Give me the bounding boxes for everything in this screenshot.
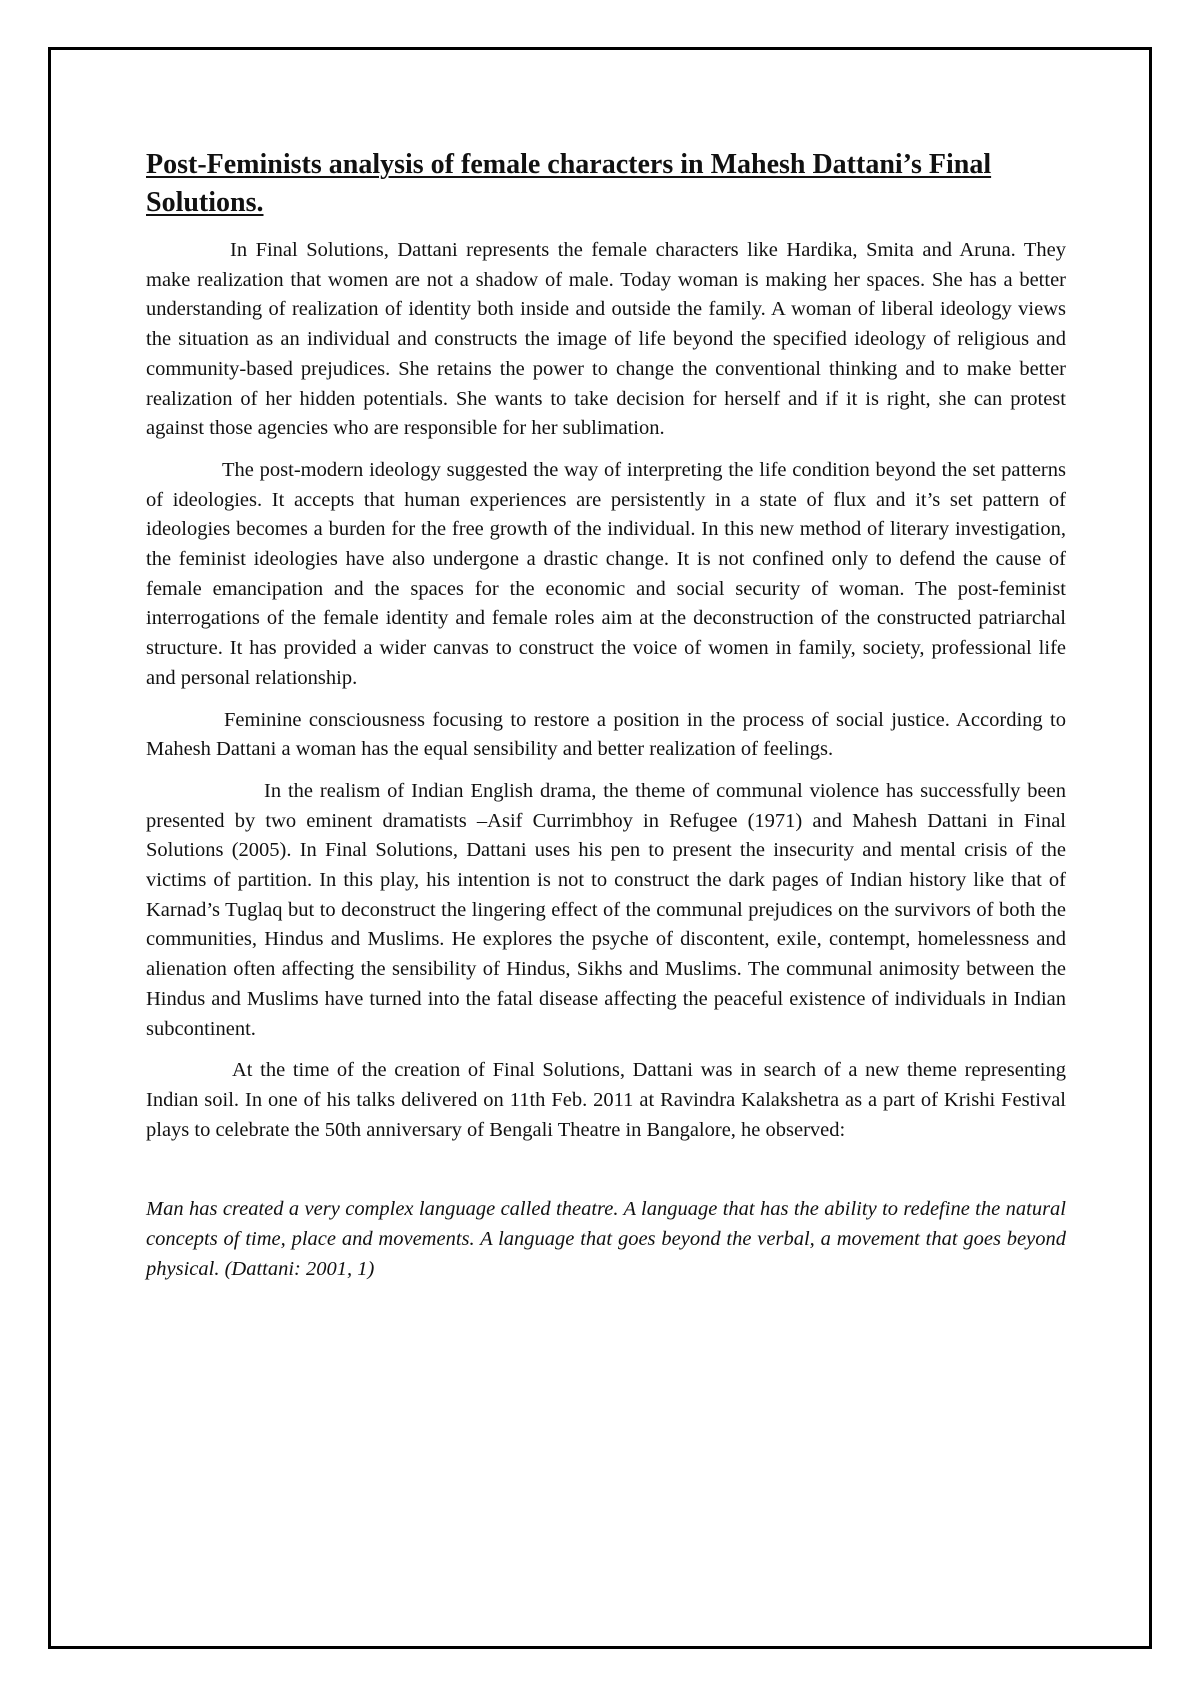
paragraph-1: In Final Solutions, Dattani represents the female characters like Hardika, Smita and Aruna. They make realization that women are not a shadow of male. Today woman is making her spaces. She has a better understanding of realization of identity both inside and outside the family. A woman of liberal ideology views the situation as an individual and constructs the image of life beyond the specified ideology of religious and community-based prejudices. She retains the power to change the conventional thinking and to make better realization of her hidden potentials. She wants to take decision for herself and if it is right, she can protest against those agencies who are responsible for her sublimation. [146, 239, 1066, 440]
paragraph-5: At the time of the creation of Final Solutions, Dattani was in search of a new theme representing Indian soil. In one of his talks delivered on 11th Feb. 2011 at Ravindra Kalakshetra as a part of Krishi Festival plays to celebrate the 50th anniversary of Bengali Theatre in Bangalore, he observed: [146, 1059, 1066, 1141]
paragraph-4: In the realism of Indian English drama, the theme of communal violence has successfully been presented by two eminent dramatists –Asif Currimbhoy in Refugee (1971) and Mahesh Dattani in Final Solutions (2005). In Final Solutions, Dattani uses his pen to present the insecurity and mental crisis of the victims of partition. In this play, his intention is not to construct the dark pages of Indian history like that of Karnad’s Tuglaq but to deconstruct the lingering effect of the communal prejudices on the survivors of both the communities, Hindus and Muslims. He explores the psyche of discontent, exile, contempt, homelessness and alienation often affecting the sensibility of Hindus, Sikhs and Muslims. The communal animosity between the Hindus and Muslims have turned into the fatal disease affecting the peaceful existence of individuals in Indian subcontinent. [146, 779, 1066, 1040]
document-title: Post-Feminists analysis of female characters in Mahesh Dattani’s Final Solutions. [146, 149, 992, 218]
block-quote: Man has created a very complex language called theatre. A language that has the ability to redefine the natural concepts of time, place and movements. A language that goes beyond the verbal, a movement that goes beyond physical. (Dattani: 2001, 1) [146, 1198, 1066, 1280]
paragraph-3: Feminine consciousness focusing to restore a position in the process of social justice. According to Mahesh Dattani a woman has the equal sensibility and better realization of feelings. [146, 708, 1066, 761]
paragraph-2: The post-modern ideology suggested the way of interpreting the life condition beyond the set patterns of ideologies. It accepts that human experiences are persistently in a state of flux and it’s set pattern of ideologies becomes a burden for the free growth of the individual. In this new method of literary investigation, the feminist ideologies have also undergone a drastic change. It is not confined only to defend the cause of female emancipation and the spaces for the economic and social security of woman. The post-feminist interrogations of the female identity and female roles aim at the deconstruction of the constructed patriarchal structure. It has provided a wider canvas to construct the voice of women in family, society, professional life and personal relationship. [146, 458, 1066, 689]
document-body [146, 146, 1066, 1285]
